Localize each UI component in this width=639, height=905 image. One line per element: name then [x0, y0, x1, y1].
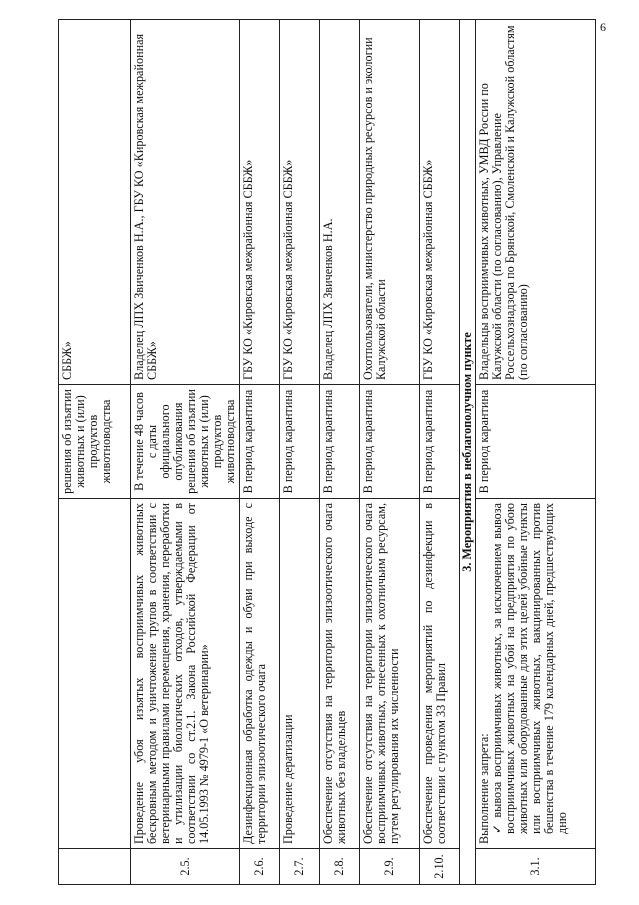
cell-term: решения об изъятии животных и (или) продуктов животноводства	[59, 385, 131, 499]
cell-responsible: СББЖ»	[59, 20, 131, 385]
table-row-2-7	[280, 20, 320, 885]
cell-num: 2.7.	[280, 849, 320, 885]
cell-num: 2.5.	[131, 849, 240, 885]
cell-num: 2.8.	[320, 849, 360, 885]
rotated-sheet	[58, 20, 580, 885]
table-row-2-6	[240, 20, 280, 885]
cell-term: В период карантина	[420, 385, 460, 499]
table-row-2-10	[420, 20, 460, 885]
cell-responsible: ГБУ КО «Кировская межрайонная СББЖ»	[280, 20, 320, 385]
section-header-row	[460, 20, 476, 885]
cell-num: 2.6.	[240, 849, 280, 885]
cell-responsible: ГБУ КО «Кировская межрайонная СББЖ»	[420, 20, 460, 385]
list-item: ✓ вывоза восприимчивых животных, за исключением вывоза восприимчивых животных на убой на предприятия по убою животных или оборудованные для этих целей убойные пункты или восприимчивых животных, вакцинированных против бешенства в течение 179 календарных дней, предшествующих дню	[491, 503, 569, 834]
section-title: 3. Мероприятия в неблагополучном пункте	[460, 20, 476, 885]
cell-num: 2.9.	[360, 849, 420, 885]
prohibition-list	[491, 503, 569, 844]
cell-action: Обеспечение отсутствия на территории эпизоотического очага восприимчивых животных, отнесенных к охотничьим ресурсам, путем регулирования их численности	[360, 499, 420, 849]
cell-term: В период карантина	[240, 385, 280, 499]
cell-term: В период карантина	[280, 385, 320, 499]
cell-term: В период карантина	[476, 385, 596, 499]
page-number: 6	[600, 20, 606, 34]
cell-term: В период карантина	[360, 385, 420, 499]
cell-term: В течение 48 часов с даты официального опубликования решения об изъятии животных и (или) продуктов животноводства	[131, 385, 240, 499]
table-row-3-1	[476, 20, 596, 885]
cell-action: Дезинфекционная обработка одежды и обуви при выходе с территории эпизоотического очага	[240, 499, 280, 849]
cell-responsible: Охотпользователи, министерство природных ресурсов и экологии Калужской области	[360, 20, 420, 385]
cell-responsible: Владелец ЛПХ Звиченков Н.А.	[320, 20, 360, 385]
table-row-2-8	[320, 20, 360, 885]
cell-responsible: Владельцы восприимчивых животных, УМВД России по Калужской области (по согласованию), Управление Россельхознадзора по Брянской, Смоленской и Калужской областям (по согласованию)	[476, 20, 596, 385]
cell-responsible: ГБУ КО «Кировская межрайонная СББЖ»	[240, 20, 280, 385]
prohibition-intro: Выполнение запрета:	[477, 733, 491, 844]
measures-table	[58, 19, 596, 885]
cell-action: Обеспечение отсутствия на территории эпизоотического очага животных без владельцев	[320, 499, 360, 849]
table-row-2-9	[360, 20, 420, 885]
table-row-continuation	[59, 20, 131, 885]
cell-num: 2.10.	[420, 849, 460, 885]
cell-action	[476, 499, 596, 849]
cell-responsible: Владелец ЛПХ Звиченков Н.А., ГБУ КО «Кировская межрайонная СББЖ»	[131, 20, 240, 385]
cell-action	[59, 499, 131, 849]
cell-action: Обеспечение проведения мероприятий по дезинфекции в соответствии с пунктом 33 Правил	[420, 499, 460, 849]
measures-table-container	[58, 20, 580, 885]
cell-term: В период карантина	[320, 385, 360, 499]
cell-num	[59, 849, 131, 885]
cell-action: Проведение убоя изъятых восприимчивых животных бескровным методом и уничтожение трупов в соответствии с ветеринарными правилами перемещения, хранения, переработки и утилизации биологических отходов, утверждаемыми в соответствии со ст.2.1. Закона Российской Федерации от 14.05.1993 № 4979-1 «О ветеринарии»	[131, 499, 240, 849]
cell-action: Проведение дератизации	[280, 499, 320, 849]
cell-num: 3.1.	[476, 849, 596, 885]
table-row-2-5	[131, 20, 240, 885]
